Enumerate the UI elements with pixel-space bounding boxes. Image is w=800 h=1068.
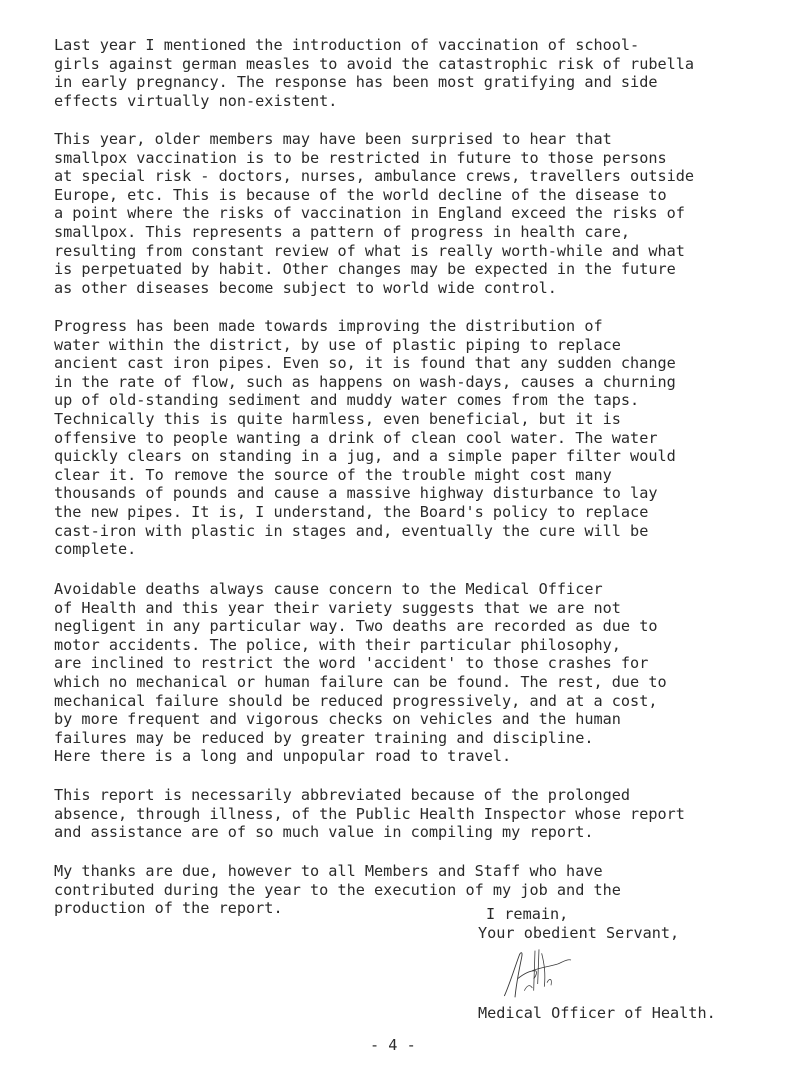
page-number: - 4 - xyxy=(370,1036,416,1054)
text-line: Europe, etc. This is because of the world decline of the disease to xyxy=(54,185,667,204)
paragraph-smallpox xyxy=(54,130,754,297)
text-line: smallpox. This represents a pattern of progress in health care, xyxy=(54,222,631,241)
text-line: failures may be reduced by greater training and discipline. xyxy=(54,728,594,747)
text-line: girls against german measles to avoid the catastrophic risk of rubella xyxy=(54,54,695,73)
text-line: mechanical failure should be reduced progressively, and at a cost, xyxy=(54,691,658,710)
text-line: at special risk - doctors, nurses, ambulance crews, travellers outside xyxy=(54,167,695,186)
closing-servant: Your obedient Servant, xyxy=(478,924,680,942)
text-line: Avoidable deaths always cause concern to the Medical Officer xyxy=(54,580,603,598)
paragraph-thanks xyxy=(54,862,754,918)
signature-image xyxy=(476,944,606,1004)
text-line: production of the report. xyxy=(54,899,283,918)
text-line: cast-iron with plastic in stages and, eventually the cure will be xyxy=(54,521,649,540)
closing-title: Medical Officer of Health. xyxy=(478,1004,716,1022)
text-line: in early pregnancy. The response has been most gratifying and side xyxy=(54,73,658,92)
text-line: contributed during the year to the execution of my job and the xyxy=(54,880,621,899)
text-line: effects virtually non-existent. xyxy=(54,91,338,110)
text-line: is perpetuated by habit. Other changes may be expected in the future xyxy=(54,260,676,279)
text-line: absence, through illness, of the Public Health Inspector whose report xyxy=(54,804,685,823)
text-line: of Health and this year their variety suggests that we are not xyxy=(54,598,621,617)
text-line: This report is necessarily abbreviated because of the prolonged xyxy=(54,786,631,804)
text-line: by more frequent and vigorous checks on vehicles and the human xyxy=(54,710,621,729)
text-line: motor accidents. The police, with their particular philosophy, xyxy=(54,635,621,654)
text-line: Progress has been made towards improving the distribution of xyxy=(54,317,603,335)
text-line: My thanks are due, however to all Members and Staff who have xyxy=(54,862,603,880)
text-line: Here there is a long and unpopular road to travel. xyxy=(54,747,512,766)
text-line: as other diseases become subject to world wide control. xyxy=(54,278,557,297)
text-line: thousands of pounds and cause a massive highway disturbance to lay xyxy=(54,484,658,503)
text-line: up of old-standing sediment and muddy water comes from the taps. xyxy=(54,391,640,410)
paragraph-report-abbreviated xyxy=(54,786,754,842)
text-line: ancient cast iron pipes. Even so, it is found that any sudden change xyxy=(54,354,676,373)
text-line: clear it. To remove the source of the trouble might cost many xyxy=(54,465,612,484)
paragraph-water xyxy=(54,317,754,559)
paragraph-accidents xyxy=(54,580,754,766)
text-line: in the rate of flow, such as happens on wash-days, causes a churning xyxy=(54,372,676,391)
text-line: quickly clears on standing in a jug, and a simple paper filter would xyxy=(54,447,676,466)
text-line: are inclined to restrict the word 'accident' to those crashes for xyxy=(54,654,649,673)
text-line: which no mechanical or human failure can be found. The rest, due to xyxy=(54,672,667,691)
text-line: water within the district, by use of plastic piping to replace xyxy=(54,335,621,354)
text-line: offensive to people wanting a drink of clean cool water. The water xyxy=(54,428,658,447)
text-line: Technically this is quite harmless, even beneficial, but it is xyxy=(54,409,621,428)
text-line: a point where the risks of vaccination in England exceed the risks of xyxy=(54,204,685,223)
text-line: Last year I mentioned the introduction of vaccination of school- xyxy=(54,36,640,54)
text-line: This year, older members may have been surprised to hear that xyxy=(54,130,612,148)
text-line: resulting from constant review of what is really worth-while and what xyxy=(54,241,685,260)
text-line: the new pipes. It is, I understand, the Board's policy to replace xyxy=(54,502,649,521)
paragraph-rubella xyxy=(54,36,754,110)
text-line: and assistance are of so much value in compiling my report. xyxy=(54,823,594,842)
text-line: negligent in any particular way. Two deaths are recorded as due to xyxy=(54,617,658,636)
closing-remain: I remain, xyxy=(486,905,569,923)
text-line: smallpox vaccination is to be restricted in future to those persons xyxy=(54,148,667,167)
text-line: complete. xyxy=(54,540,137,559)
